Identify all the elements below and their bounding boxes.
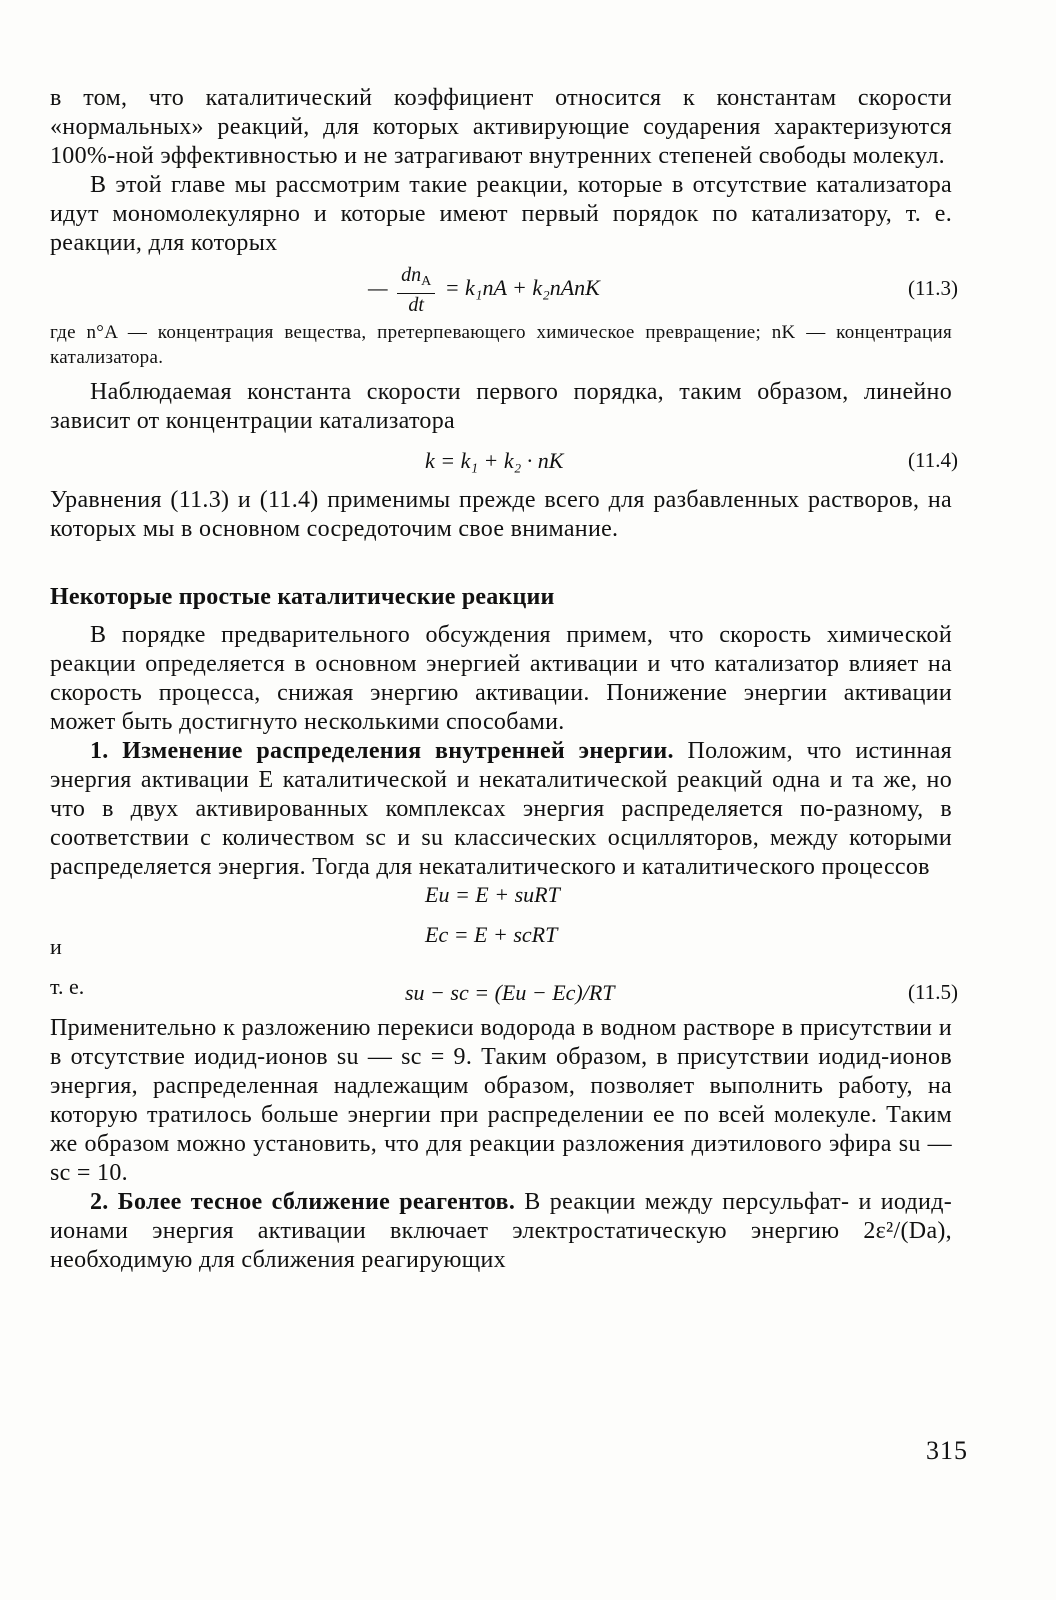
- paragraph-peroxide: Применительно к разложению перекиси водорода в водном растворе в присутствии и в отсутствие иодид-ионов su — sc = 9. Таким образом, в присутствии иодид-ионов энергия, распределенная надлежащим образом, позволяет выполнить работу, на которую тратилось больше энергии при распределении ее по всей молекуле. Таким же образом можно установить, что для реакции разложения диэтилового эфира su — sc = 10.: [50, 1015, 952, 1186]
- paragraph-rate-constant: Наблюдаемая константа скорости первого порядка, таким образом, линейно зависит от концентрации катализатора: [50, 379, 952, 434]
- paragraph-applicability: Уравнения (11.3) и (11.4) применимы прежде всего для разбавленных растворов, на которых мы в основном сосредоточим свое внимание.: [50, 487, 952, 542]
- section-heading: Некоторые простые каталитические реакции: [50, 584, 555, 610]
- list-item-1: [50, 737, 952, 882]
- equation-number: (11.3): [908, 276, 958, 300]
- list-item-2: [50, 1188, 952, 1275]
- equation-11-3: [50, 264, 958, 316]
- symbol-note: где n°A — концентрация вещества, претерпевающего химическое превращение; nK — концентрация катализатора.: [50, 322, 952, 368]
- list-item-1-title: 1. Изменение распределения внутренней энергии.: [90, 738, 674, 764]
- equation-11-4-expression: k = k₁ + k₂ · nK: [425, 448, 564, 473]
- equation-ec: [50, 922, 952, 962]
- equation-11-5: [50, 962, 958, 1006]
- equation-label: т. е.: [50, 974, 85, 999]
- equation-ec-expression: Ec = E + scRT: [425, 922, 558, 947]
- list-item-2-title: 2. Более тесное сближение реагентов.: [90, 1189, 516, 1215]
- equation-11-5-expression: su − sc = (Eu − Ec)/RT: [405, 980, 615, 1005]
- equation-label: и: [50, 934, 62, 959]
- equation-11-3-expression: — $\frac{dn_A}{dt}$ = k₁nA + k₂nAnK: [368, 264, 600, 316]
- equation-eu-expression: Eu = E + suRT: [425, 882, 560, 907]
- fraction: $\frac{dn_A}{dt}$: [397, 264, 435, 316]
- equation-number: (11.4): [908, 448, 958, 472]
- equation-number: (11.5): [908, 980, 958, 1004]
- equation-eu: [50, 882, 952, 922]
- list-item-2-text: В реакции между персульфат- и иодид-ионами энергия активации включает электростатическую энергию 2ε²/(Da), необходимую для сближения реагирующих: [50, 1189, 952, 1273]
- equation-11-4: [50, 442, 958, 482]
- page-number: 315: [926, 1436, 968, 1465]
- paragraph-preliminary: В порядке предварительного обсуждения примем, что скорость химической реакции определяется в основном энергией активации и что катализатор влияет на скорость процесса, снижая энергию активации. Понижение энергии активации может быть достигнуто несколькими способами.: [50, 622, 952, 735]
- list-item-1-text: Положим, что истинная энергия активации E каталитической и некаталитической реакций одна и та же, но что в двух активированных комплексах энергия распределяется по-разному, в соответствии с количеством sc и su классических осцилляторов, между которыми распределяется энергия. Тогда для некаталитического и каталитического процессов: [50, 738, 952, 880]
- paragraph-intro: в том, что каталитический коэффициент относится к константам скорости «нормальных» реакций, для которых активирующие соударения характеризуются 100%-ной эффективностью и не затрагивают внутренних степеней свободы молекул.: [50, 85, 952, 169]
- paragraph-chapter-scope: В этой главе мы рассмотрим такие реакции, которые в отсутствие катализатора идут мономолекулярно и которые имеют первый порядок по катализатору, т. е. реакции, для которых: [50, 172, 952, 256]
